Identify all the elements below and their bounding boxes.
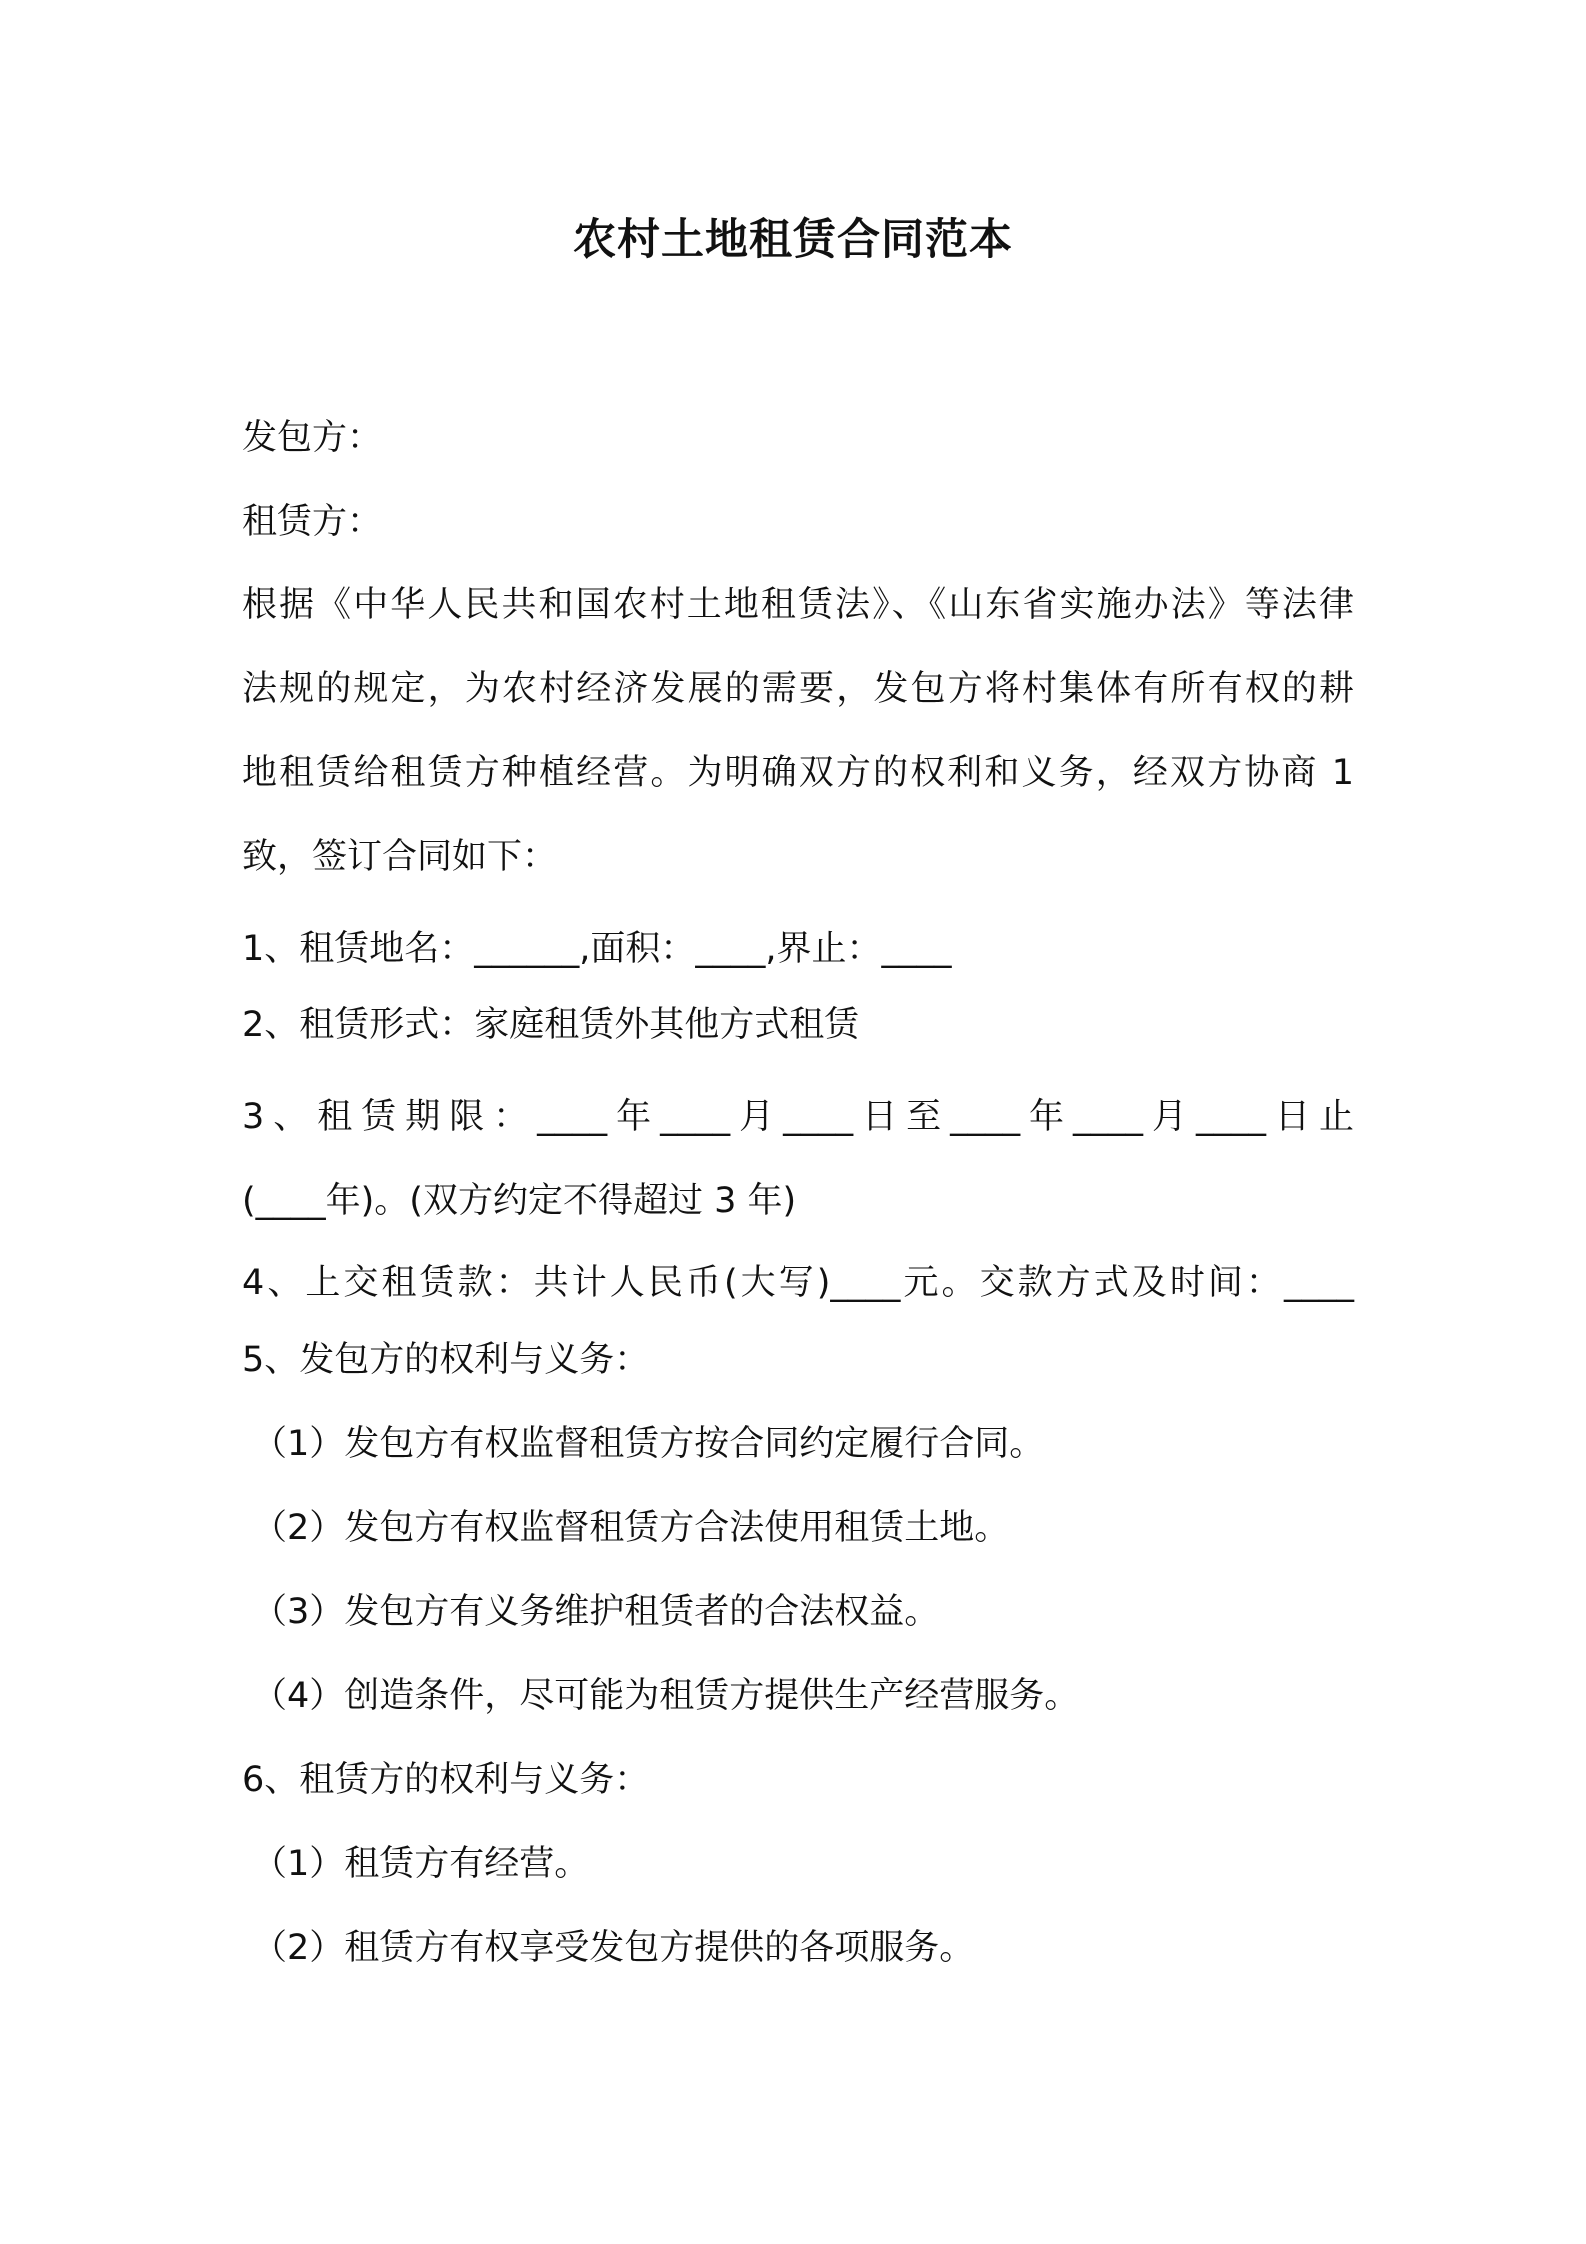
clause-6-heading: 6、租赁方的权利与义务：	[242, 1760, 650, 1800]
clause-1: 1、租赁地名：______,面积：____,界止：____	[242, 929, 952, 969]
document-title: 农村土地租赁合同范本	[573, 215, 1013, 265]
clause-5-item-1: （1）发包方有权监督租赁方按合同约定履行合同。	[252, 1424, 1045, 1464]
clause-6-item-1: （1）租赁方有经营。	[252, 1844, 590, 1884]
clause-4: 4、上交租赁款：共计人民币(大写)____元。交款方式及时间：____	[242, 1263, 1354, 1303]
intro-line-1: 根据《中华人民共和国农村土地租赁法》、《山东省实施办法》等法律	[242, 585, 1354, 625]
intro-line-2: 法规的规定，为农村经济发展的需要，发包方将村集体有所有权的耕	[242, 669, 1354, 709]
clause-3-line-1: 3、租赁期限：____年____月____日至____年____月____日止	[242, 1097, 1354, 1137]
clause-5-item-4: （4）创造条件，尽可能为租赁方提供生产经营服务。	[252, 1676, 1080, 1716]
clause-5-item-3: （3）发包方有义务维护租赁者的合法权益。	[252, 1592, 940, 1632]
clause-5-heading: 5、发包方的权利与义务：	[242, 1340, 650, 1380]
intro-line-3: 地租赁给租赁方种植经营。为明确双方的权利和义务，经双方协商 1	[242, 753, 1354, 793]
intro-line-4: 致，签订合同如下：	[242, 837, 558, 877]
party-a-line: 发包方：	[242, 418, 383, 458]
clause-6-item-2: （2）租赁方有权享受发包方提供的各项服务。	[252, 1928, 975, 1968]
clause-5-item-2: （2）发包方有权监督租赁方合法使用租赁土地。	[252, 1508, 1010, 1548]
clause-3-line-2: (____年)。(双方约定不得超过 3 年)	[242, 1181, 797, 1221]
clause-2: 2、租赁形式：家庭租赁外其他方式租赁	[242, 1005, 860, 1045]
party-b-line: 租赁方：	[242, 502, 383, 542]
